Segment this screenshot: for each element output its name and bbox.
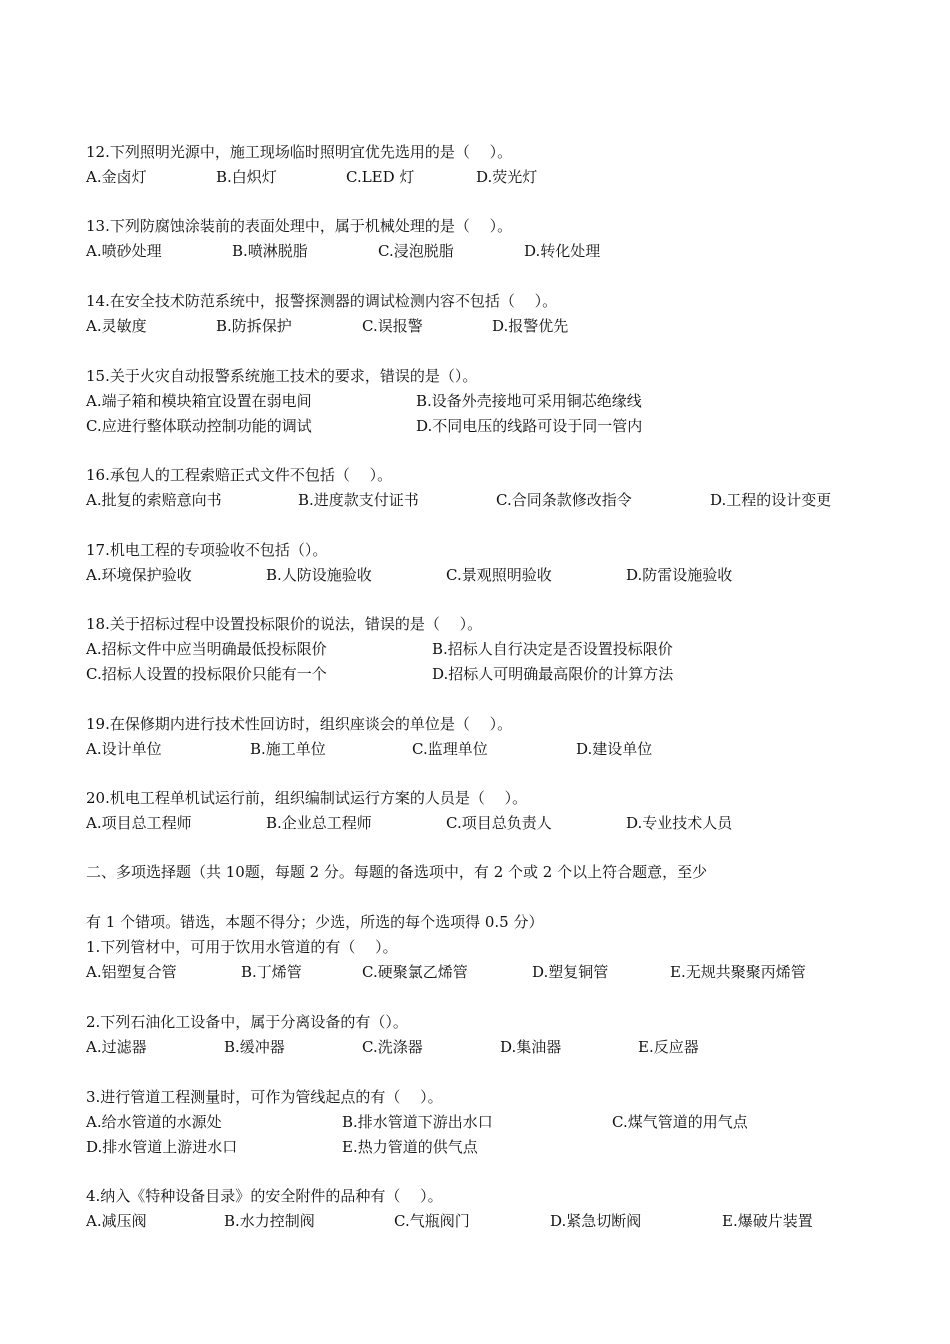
section-instructions: 有 1 个错项。错选，本题不得分；少选，所选的每个选项得 0.5 分） bbox=[86, 913, 544, 931]
question-stem: 12.下列照明光源中，施工现场临时照明宜优先选用的是（ ）。 bbox=[86, 143, 513, 161]
option-a: A.灵敏度 bbox=[86, 317, 147, 335]
question-stem: 3.进行管道工程测量时，可作为管线起点的有（ ）。 bbox=[86, 1088, 443, 1106]
option-a: A.金卤灯 bbox=[86, 168, 147, 186]
question-19 bbox=[86, 712, 886, 762]
question-stem: 17.机电工程的专项验收不包括（）。 bbox=[86, 541, 328, 559]
question-18 bbox=[86, 612, 886, 687]
question-15 bbox=[86, 364, 886, 439]
question-stem: 1.下列管材中，可用于饮用水管道的有（ ）。 bbox=[86, 938, 398, 956]
option-a: A.给水管道的水源处 bbox=[86, 1113, 222, 1131]
option-b: B.人防设施验收 bbox=[266, 566, 372, 584]
option-c: C.招标人设置的投标限价只能有一个 bbox=[86, 665, 327, 683]
option-d: D.转化处理 bbox=[524, 242, 601, 260]
option-b: B.施工单位 bbox=[250, 740, 326, 758]
option-c: C.项目总负责人 bbox=[446, 814, 552, 832]
option-b: B.丁烯管 bbox=[241, 963, 302, 981]
option-a: A.设计单位 bbox=[86, 740, 162, 758]
option-d: D.报警优先 bbox=[492, 317, 569, 335]
question-12 bbox=[86, 140, 886, 190]
option-c: C.误报警 bbox=[362, 317, 423, 335]
question-stem: 19.在保修期内进行技术性回访时，组织座谈会的单位是（ ）。 bbox=[86, 715, 513, 733]
option-a: A.环境保护验收 bbox=[86, 566, 192, 584]
option-d: D.建设单位 bbox=[576, 740, 653, 758]
option-row bbox=[86, 314, 886, 339]
option-a: A.喷砂处理 bbox=[86, 242, 162, 260]
question-14 bbox=[86, 289, 886, 339]
option-c: C.监理单位 bbox=[412, 740, 488, 758]
option-a: A.端子箱和模块箱宜设置在弱电间 bbox=[86, 392, 312, 410]
option-row bbox=[86, 165, 886, 190]
option-b: B.水力控制阀 bbox=[224, 1212, 315, 1230]
multi-question-2 bbox=[86, 1010, 886, 1060]
option-row bbox=[86, 811, 886, 836]
question-stem: 2.下列石油化工设备中，属于分离设备的有（）。 bbox=[86, 1013, 408, 1031]
option-c: C.煤气管道的用气点 bbox=[612, 1113, 748, 1131]
option-row bbox=[86, 1209, 886, 1234]
option-row bbox=[86, 737, 886, 762]
question-20 bbox=[86, 786, 886, 836]
question-stem: 20.机电工程单机试运行前，组织编制试运行方案的人员是（ ）。 bbox=[86, 789, 528, 807]
option-row bbox=[86, 389, 886, 414]
option-c: C.应进行整体联动控制功能的调试 bbox=[86, 417, 312, 435]
option-c: C.浸泡脱脂 bbox=[378, 242, 454, 260]
option-c: C.硬聚氯乙烯管 bbox=[362, 963, 468, 981]
question-stem: 13.下列防腐蚀涂装前的表面处理中，属于机械处理的是（ ）。 bbox=[86, 217, 513, 235]
option-b: B.招标人自行决定是否设置投标限价 bbox=[432, 640, 673, 658]
option-a: A.项目总工程师 bbox=[86, 814, 192, 832]
option-a: A.批复的索赔意向书 bbox=[86, 491, 222, 509]
option-a: A.招标文件中应当明确最低投标限价 bbox=[86, 640, 327, 658]
question-stem: 14.在安全技术防范系统中，报警探测器的调试检测内容不包括（ ）。 bbox=[86, 292, 558, 310]
option-d: D.荧光灯 bbox=[476, 168, 538, 186]
option-d: D.紧急切断阀 bbox=[550, 1212, 642, 1230]
option-b: B.企业总工程师 bbox=[266, 814, 372, 832]
option-row bbox=[86, 239, 886, 264]
option-b: B.排水管道下游出水口 bbox=[342, 1113, 493, 1131]
option-d: D.排水管道上游进水口 bbox=[86, 1138, 238, 1156]
option-row bbox=[86, 563, 886, 588]
option-b: B.缓冲器 bbox=[224, 1038, 285, 1056]
option-row bbox=[86, 1035, 886, 1060]
option-row bbox=[86, 1135, 886, 1160]
option-e: E.无规共聚聚丙烯管 bbox=[670, 963, 806, 981]
question-stem: 16.承包人的工程索赔正式文件不包括（ ）。 bbox=[86, 466, 393, 484]
option-b: B.进度款支付证书 bbox=[298, 491, 419, 509]
option-d: D.塑复铜管 bbox=[532, 963, 609, 981]
option-e: E.反应器 bbox=[638, 1038, 699, 1056]
section-heading: 二、多项选择题（共 10题，每题 2 分。每题的备选项中，有 2 个或 2 个以上符合题意，至少 bbox=[86, 863, 708, 881]
option-d: D.防雷设施验收 bbox=[626, 566, 733, 584]
option-row bbox=[86, 960, 886, 985]
option-row bbox=[86, 488, 886, 513]
option-c: C.气瓶阀门 bbox=[394, 1212, 470, 1230]
option-c: C.合同条款修改指令 bbox=[496, 491, 632, 509]
multi-question-1 bbox=[86, 935, 886, 985]
question-stem: 4.纳入《特种设备目录》的安全附件的品种有（ ）。 bbox=[86, 1187, 443, 1205]
question-17 bbox=[86, 538, 886, 588]
option-c: C.景观照明验收 bbox=[446, 566, 552, 584]
option-a: A.过滤器 bbox=[86, 1038, 147, 1056]
option-a: A.减压阀 bbox=[86, 1212, 147, 1230]
option-b: B.防拆保护 bbox=[216, 317, 292, 335]
option-d: D.不同电压的线路可设于同一管内 bbox=[416, 417, 643, 435]
question-stem: 18.关于招标过程中设置投标限价的说法，错误的是（ ）。 bbox=[86, 615, 483, 633]
multi-question-3 bbox=[86, 1085, 886, 1160]
question-stem: 15.关于火灾自动报警系统施工技术的要求，错误的是（）。 bbox=[86, 367, 478, 385]
option-e: E.热力管道的供气点 bbox=[342, 1138, 478, 1156]
option-e: E.爆破片装置 bbox=[722, 1212, 813, 1230]
option-d: D.集油器 bbox=[500, 1038, 562, 1056]
option-row bbox=[86, 414, 886, 439]
multi-question-4 bbox=[86, 1184, 886, 1234]
option-d: D.工程的设计变更 bbox=[710, 491, 832, 509]
option-d: D.招标人可明确最高限价的计算方法 bbox=[432, 665, 674, 683]
option-b: B.设备外壳接地可采用铜芯绝缘线 bbox=[416, 392, 642, 410]
option-b: B.白炽灯 bbox=[216, 168, 277, 186]
option-d: D.专业技术人员 bbox=[626, 814, 733, 832]
option-row bbox=[86, 662, 886, 687]
option-row bbox=[86, 1110, 886, 1135]
option-c: C.洗涤器 bbox=[362, 1038, 423, 1056]
option-b: B.喷淋脱脂 bbox=[232, 242, 308, 260]
question-16 bbox=[86, 463, 886, 513]
option-c: C.LED 灯 bbox=[346, 168, 415, 186]
question-13 bbox=[86, 214, 886, 264]
option-a: A.铝塑复合管 bbox=[86, 963, 177, 981]
option-row bbox=[86, 637, 886, 662]
